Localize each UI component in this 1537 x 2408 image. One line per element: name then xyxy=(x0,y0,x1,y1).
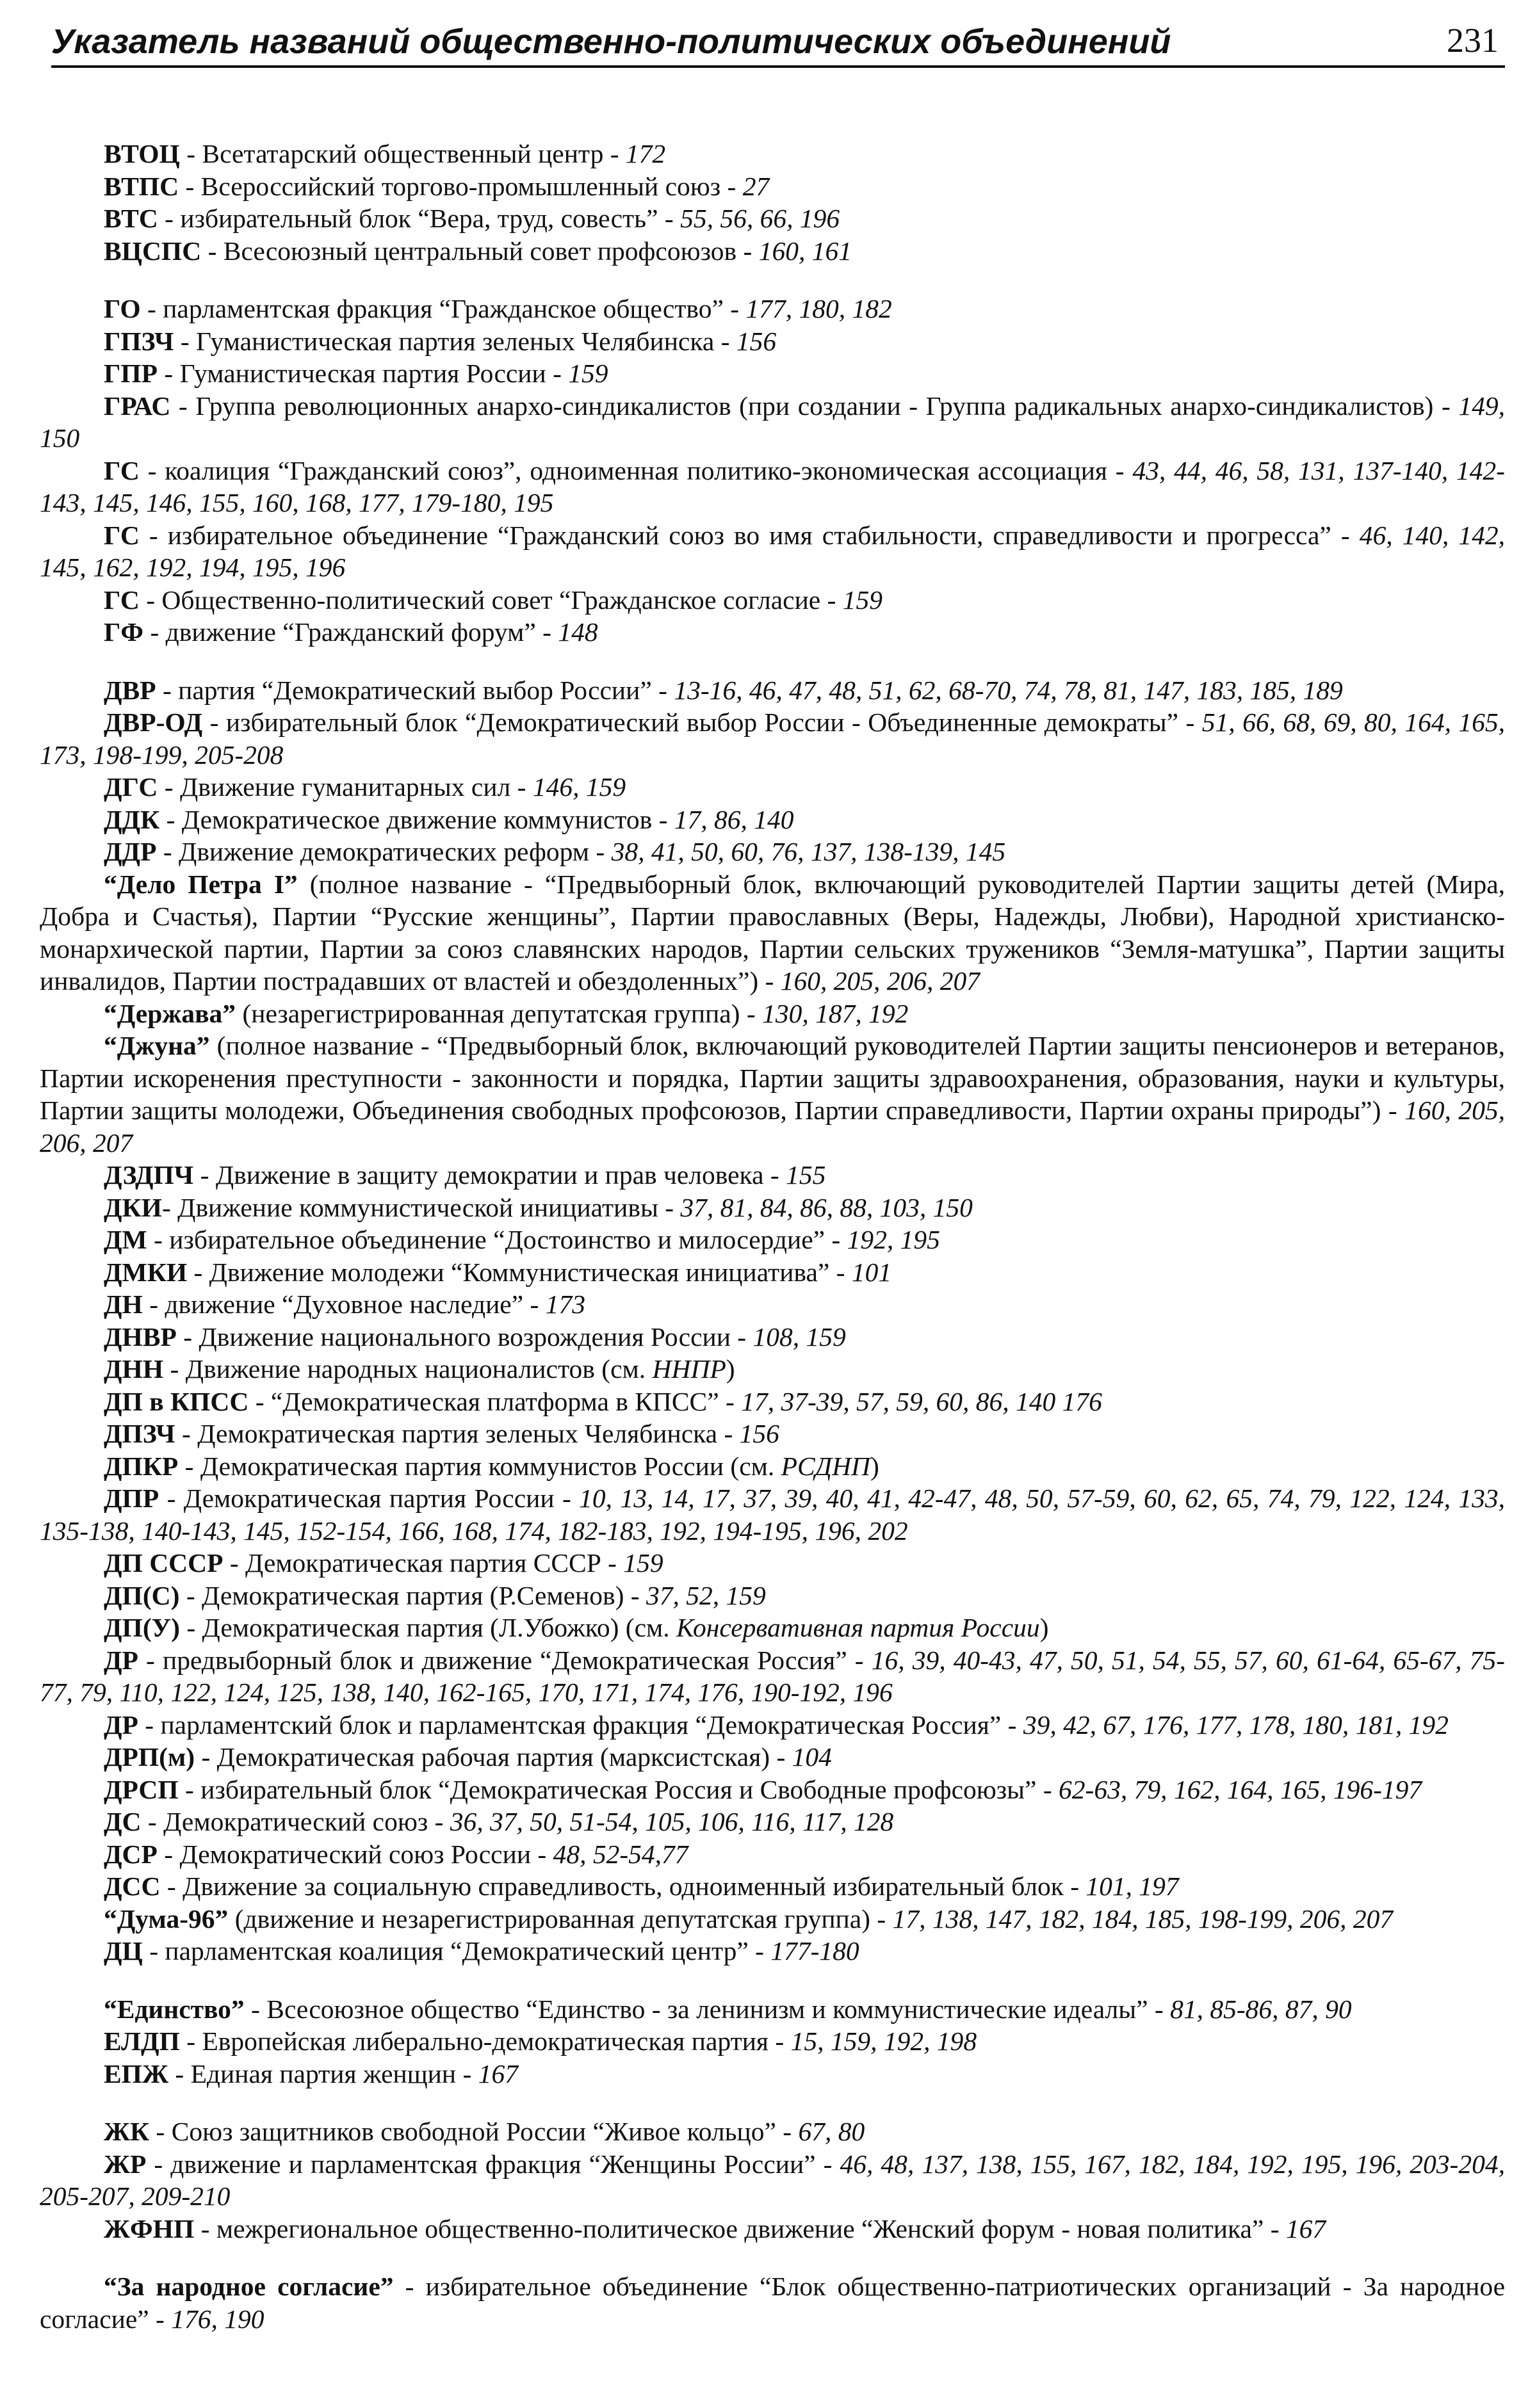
entry-page-numbers: 36, 37, 50, 51-54, 105, 106, 116, 117, 128 xyxy=(450,1807,894,1836)
entry-description: - Движение за социальную справедливость, одноименный избирательный блок - xyxy=(160,1871,1086,1901)
index-entry xyxy=(40,1774,1505,1806)
index-entry xyxy=(40,1192,1505,1224)
index-entry xyxy=(40,325,1505,358)
entry-abbreviation: ГФ xyxy=(104,617,144,647)
index-entry xyxy=(40,1353,1505,1386)
index-letter-group xyxy=(40,674,1505,1968)
entry-page-numbers: 108, 159 xyxy=(752,1321,846,1352)
entry-description: - Всесоюзный центральный совет профсоюзов - xyxy=(201,236,759,266)
entry-abbreviation: ДВР xyxy=(104,675,156,705)
entry-description: (полное название - “Предвыборный блок, включающий руководителей Партии защиты пенсионеров и ветеранов, Партии искоренения преступности - законности и порядка, Партии защиты здравоохранения, образования, науки и культуры, Партии защиты молодежи, Объединения свободных профсоюзов, Партии справедливости, Партии охраны природы”) - xyxy=(40,1031,1505,1125)
entry-abbreviation: ГПР xyxy=(104,359,158,388)
entry-abbreviation: ДС xyxy=(104,1807,142,1836)
index-letter-group xyxy=(40,138,1505,267)
entry-page-numbers: 101 xyxy=(851,1257,892,1287)
entry-page-numbers: 149, 150 xyxy=(40,391,1505,453)
index-entry xyxy=(40,170,1505,203)
entry-description: - Гуманистическая партия России - xyxy=(158,359,569,388)
index-entry xyxy=(40,1030,1505,1159)
entry-page-numbers: 43, 44, 46, 58, 131, 137-140, 142-143, 145, 146, 155, 160, 168, 177, 179-180, 195 xyxy=(40,455,1506,517)
entry-page-numbers: 156 xyxy=(736,326,777,356)
entry-abbreviation: ЖК xyxy=(104,2117,150,2146)
entry-description: - Всетатарский общественный центр - xyxy=(179,139,626,168)
entry-abbreviation: ДР xyxy=(104,1645,138,1675)
entry-description: - Единая партия женщин - xyxy=(168,2058,478,2089)
index-entry xyxy=(40,706,1505,771)
entry-description: - Демократический союз - xyxy=(141,1807,450,1836)
index-entry xyxy=(40,357,1505,390)
entry-description: - Общественно-политический совет “Гражданское согласие - xyxy=(139,585,843,615)
entry-page-numbers: 146, 159 xyxy=(532,772,626,802)
entry-page-numbers: 177-180 xyxy=(770,1936,859,1966)
entry-description: - парламентская фракция “Гражданское общество” - xyxy=(140,294,746,323)
entry-abbreviation: “Дело Петра I” xyxy=(104,869,298,899)
entry-description: - Движение гуманитарных сил - xyxy=(158,772,533,802)
index-entry xyxy=(40,455,1505,519)
entry-description: - Движение национального возрождения России - xyxy=(176,1321,753,1352)
entry-page-numbers: 27 xyxy=(742,171,770,201)
entry-page-numbers: 160, 161 xyxy=(758,236,852,266)
entry-description: - Всесоюзное общество “Единство - за ленинизм и коммунистические идеалы” - xyxy=(244,1994,1171,2024)
index-entry xyxy=(40,1993,1505,2026)
index-entry xyxy=(40,519,1505,584)
entry-description: - Демократическая партия (Р.Семенов) - xyxy=(179,1580,646,1610)
page-number: 231 xyxy=(1447,21,1499,60)
entry-description: - Демократическое движение коммунистов - xyxy=(159,804,674,834)
entry-abbreviation: ЕПЖ xyxy=(104,2058,168,2089)
entry-page-numbers: 156 xyxy=(739,1419,779,1448)
entry-page-numbers: 46, 48, 137, 138, 155, 167, 182, 184, 192, 195, 196, 203-204, 205-207, 209-210 xyxy=(40,2149,1505,2211)
index-entry xyxy=(40,1935,1505,1968)
index-entry xyxy=(40,1580,1505,1612)
entry-page-numbers: 81, 85-86, 87, 90 xyxy=(1170,1994,1352,2024)
entry-abbreviation: ДНВР xyxy=(104,1321,177,1352)
entry-page-numbers: 167 xyxy=(478,2058,518,2089)
index-entry xyxy=(40,998,1505,1030)
entry-description: - предвыборный блок и движение “Демократическая Россия” - xyxy=(138,1645,872,1675)
entry-cross-reference: РСДНП xyxy=(781,1451,871,1481)
page-header xyxy=(51,19,1505,68)
entry-abbreviation: “Единство” xyxy=(104,1994,245,2024)
index-letter-group xyxy=(40,2270,1505,2335)
entry-page-numbers: 55, 56, 66, 196 xyxy=(680,204,840,233)
entry-description: - Европейская либерально-демократическая партия - xyxy=(179,2026,791,2056)
index-entry xyxy=(40,804,1505,836)
entry-description: - движение “Гражданский форум” - xyxy=(143,617,558,647)
entry-abbreviation: ДВР-ОД xyxy=(104,707,203,737)
entry-description: - движение “Духовное наследие” - xyxy=(142,1289,546,1319)
index-entry xyxy=(40,1806,1505,1838)
entry-abbreviation: ДПКР xyxy=(104,1451,179,1481)
entry-abbreviation: ДПЗЧ xyxy=(104,1419,175,1448)
entry-abbreviation: ЕЛДП xyxy=(104,2026,180,2056)
entry-page-numbers: 17, 138, 147, 182, 184, 185, 198-199, 206, 207 xyxy=(892,1903,1394,1934)
entry-page-numbers: 159 xyxy=(842,585,883,615)
entry-abbreviation: ГО xyxy=(104,294,141,323)
index-entry xyxy=(40,1450,1505,1483)
entry-abbreviation: ДП в КПСС xyxy=(104,1386,249,1416)
entry-description: - партия “Демократический выбор России” - xyxy=(156,675,674,705)
index-entry xyxy=(40,138,1505,170)
index-entry xyxy=(40,1709,1505,1741)
entry-abbreviation: ГС xyxy=(104,520,140,550)
entry-page-numbers: 104 xyxy=(792,1742,832,1772)
entry-page-numbers: 37, 52, 159 xyxy=(646,1580,766,1610)
index-entry xyxy=(40,1547,1505,1580)
entry-page-numbers: 48, 52-54,77 xyxy=(553,1839,688,1869)
entry-abbreviation: ДЗДПЧ xyxy=(104,1160,194,1190)
index-entry xyxy=(40,1741,1505,1774)
index-entry xyxy=(40,1256,1505,1289)
entry-cross-reference: Консервативная партия России xyxy=(676,1613,1040,1642)
entry-description: - избирательный блок “Демократический выбор России - Объединенные демократы” - xyxy=(202,707,1202,737)
entry-page-numbers: 62-63, 79, 162, 164, 165, 196-197 xyxy=(1059,1774,1422,1804)
entry-page-numbers: 37, 81, 84, 86, 88, 103, 150 xyxy=(680,1192,973,1222)
entry-page-numbers: 15, 159, 192, 198 xyxy=(790,2026,977,2056)
entry-description: - парламентская коалиция “Демократический центр” - xyxy=(142,1936,771,1966)
index-entry xyxy=(40,674,1505,707)
entry-abbreviation: ДРП(м) xyxy=(104,1742,195,1772)
entry-abbreviation: ДНН xyxy=(104,1354,164,1384)
entry-abbreviation: ГРАС xyxy=(104,391,171,421)
entry-description: - Демократическая партия СССР - xyxy=(223,1548,624,1578)
entry-description: - Демократическая партия коммунистов России (см. xyxy=(178,1451,781,1481)
index-entry xyxy=(40,771,1505,804)
index-entry xyxy=(40,1321,1505,1353)
entry-page-numbers: 160, 205, 206, 207 xyxy=(40,1095,1505,1158)
index-letter-group xyxy=(40,293,1505,649)
entry-description: - Группа революционных анархо-синдикалистов (при создании - Группа радикальных анархо-синдикалистов) - xyxy=(170,391,1459,421)
entry-abbreviation: ЖФНП xyxy=(104,2213,195,2243)
entry-abbreviation: ДДК xyxy=(104,804,160,834)
entry-description: - избирательное объединение “Блок общественно-патриотических организаций - За народное согласие” - xyxy=(40,2272,1506,2334)
entry-abbreviation: ДР xyxy=(104,1709,138,1740)
entry-abbreviation: ВТОЦ xyxy=(104,139,180,168)
entry-page-numbers: 39, 42, 67, 176, 177, 178, 180, 181, 192 xyxy=(1023,1709,1449,1740)
index-entry xyxy=(40,202,1505,235)
entry-abbreviation: “Джуна” xyxy=(104,1031,210,1060)
index-entry xyxy=(40,1482,1505,1547)
entry-abbreviation: ДП(У) xyxy=(104,1613,180,1642)
entry-abbreviation: ВЦСПС xyxy=(104,236,202,266)
entry-description: (движение и незарегистрированная депутатская группа) - xyxy=(228,1903,893,1934)
index-entry xyxy=(40,1612,1505,1644)
entry-page-numbers: 167 xyxy=(1285,2213,1326,2243)
entry-description: - парламентский блок и парламентская фракция “Демократическая Россия” - xyxy=(138,1709,1023,1740)
entry-description: - избирательное объединение “Гражданский союз во имя стабильности, справедливости и прогресса” - xyxy=(139,520,1360,550)
entry-description: - избирательный блок “Вера, труд, совесть” - xyxy=(158,204,681,233)
entry-page-numbers: 130, 187, 192 xyxy=(762,998,909,1028)
entry-page-numbers: 148 xyxy=(558,617,598,647)
index-entry xyxy=(40,2213,1505,2245)
index-entry xyxy=(40,584,1505,617)
entry-abbreviation: ДРСП xyxy=(104,1774,179,1804)
index-list xyxy=(40,138,1505,2361)
index-entry xyxy=(40,1159,1505,1192)
index-entry xyxy=(40,616,1505,649)
entry-description: - Движение демократических реформ - xyxy=(156,837,612,866)
index-entry xyxy=(40,1644,1505,1709)
entry-abbreviation: “Держава” xyxy=(104,998,236,1028)
entry-description: - избирательное объединение “Достоинство и милосердие” - xyxy=(147,1225,847,1254)
entry-abbreviation: ДМКИ xyxy=(104,1257,188,1287)
entry-description: - Демократический союз России - xyxy=(157,1839,553,1869)
index-entry xyxy=(40,1224,1505,1256)
index-entry xyxy=(40,1838,1505,1871)
entry-page-numbers: 160, 205, 206, 207 xyxy=(780,966,980,996)
entry-description: - Союз защитников свободной России “Живое кольцо” - xyxy=(149,2117,799,2146)
entry-abbreviation: ДДР xyxy=(104,837,157,866)
index-entry xyxy=(40,2148,1505,2213)
entry-page-numbers: 38, 41, 50, 60, 76, 137, 138-139, 145 xyxy=(611,837,1006,866)
index-letter-group xyxy=(40,2115,1505,2245)
entry-description: - Движение в защиту демократии и прав человека - xyxy=(193,1160,786,1190)
entry-abbreviation: ДП(С) xyxy=(104,1580,180,1610)
entry-page-numbers: 17, 37-39, 57, 59, 60, 86, 140 176 xyxy=(741,1386,1102,1416)
entry-description: - Гуманистическая партия зеленых Челябинска - xyxy=(174,326,736,356)
index-entry xyxy=(40,2115,1505,2148)
entry-abbreviation: “За народное согласие” xyxy=(104,2272,394,2301)
index-entry xyxy=(40,1386,1505,1418)
entry-description: - движение и парламентская фракция “Женщины России” - xyxy=(146,2149,840,2179)
entry-abbreviation: “Дума-96” xyxy=(104,1903,229,1934)
entry-page-numbers: 159 xyxy=(623,1548,663,1578)
entry-page-numbers: 13-16, 46, 47, 48, 51, 62, 68-70, 74, 78, 81, 147, 183, 185, 189 xyxy=(674,675,1343,705)
entry-page-numbers: 46, 140, 142, 145, 162, 192, 194, 195, 196 xyxy=(40,520,1505,582)
entry-description: - Демократическая партия (Л.Убожко) (см. xyxy=(179,1613,677,1642)
index-entry xyxy=(40,1288,1505,1321)
entry-description: - избирательный блок “Демократическая Россия и Свободные профсоюзы” - xyxy=(178,1774,1059,1804)
entry-abbreviation: ДН xyxy=(104,1289,143,1319)
entry-page-numbers: 67, 80 xyxy=(798,2117,865,2146)
entry-description: - Демократическая партия зеленых Челябинска - xyxy=(175,1419,740,1448)
entry-description: - Всероссийский торгово-промышленный союз - xyxy=(179,171,743,201)
page-title: Указатель названий общественно-политических объединений xyxy=(51,22,1171,61)
entry-abbreviation: ДП СССР xyxy=(104,1548,224,1578)
entry-page-numbers: 155 xyxy=(786,1160,826,1190)
entry-description: - “Демократическая платформа в КПСС” - xyxy=(248,1386,742,1416)
entry-description: - коалиция “Гражданский союз”, одноименная политико-экономическая ассоциация - xyxy=(139,455,1133,485)
entry-abbreviation: ВТПС xyxy=(104,171,179,201)
entry-page-numbers: 159 xyxy=(568,359,608,388)
entry-abbreviation: ДСР xyxy=(104,1839,158,1869)
entry-abbreviation: ДПР xyxy=(104,1483,159,1513)
index-entry xyxy=(40,2058,1505,2090)
entry-abbreviation: ВТС xyxy=(104,204,158,233)
index-entry xyxy=(40,2270,1505,2335)
entry-description: - Движение народных националистов (см. xyxy=(163,1354,653,1384)
entry-abbreviation: ДГС xyxy=(104,772,158,802)
entry-page-numbers: 172 xyxy=(625,139,666,168)
index-entry xyxy=(40,868,1505,998)
entry-abbreviation: ГС xyxy=(104,585,140,615)
entry-description: - Движение коммунистической инициативы - xyxy=(161,1192,681,1222)
entry-page-numbers: 173 xyxy=(545,1289,585,1319)
entry-page-numbers: 176, 190 xyxy=(171,2304,264,2334)
entry-description: (полное название - “Предвыборный блок, включающий руководителей Партии защиты детей (Мира, Добра и Счастья), Партии “Русские женщины”, Партии православных (Веры, Надежды, Любви), Народной христианско-монархической партии, Партии за союз славянских народов, Партии сельских тружеников “Земля-матушка”, Партии защиты инвалидов, Партии пострадавших от властей и обездоленных”) - xyxy=(40,869,1505,996)
entry-page-numbers: 51, 66, 68, 69, 80, 164, 165, 173, 198-199, 205-208 xyxy=(40,707,1506,770)
entry-description: (незарегистрированная депутатская группа) - xyxy=(236,998,763,1028)
index-entry xyxy=(40,2025,1505,2058)
entry-cross-reference: ННПР xyxy=(652,1354,726,1384)
entry-description: - межрегиональное общественно-политическое движение “Женский форум - новая политика” - xyxy=(194,2213,1286,2243)
entry-page-numbers: 177, 180, 182 xyxy=(745,294,892,323)
index-entry xyxy=(40,836,1505,868)
entry-description: - Движение молодежи “Коммунистическая инициатива” - xyxy=(187,1257,852,1287)
entry-page-numbers: 192, 195 xyxy=(847,1225,940,1254)
entry-description: - Демократическая партия России - xyxy=(159,1483,580,1513)
entry-description: - Демократическая рабочая партия (марксистская) - xyxy=(195,1742,792,1772)
index-entry xyxy=(40,1418,1505,1450)
entry-abbreviation: ДЦ xyxy=(104,1936,143,1966)
entry-abbreviation: ДКИ xyxy=(104,1192,162,1222)
entry-abbreviation: ГПЗЧ xyxy=(104,326,174,356)
entry-abbreviation: ДСС xyxy=(104,1871,161,1901)
entry-tail: ) xyxy=(870,1451,879,1481)
index-letter-group xyxy=(40,1993,1505,2090)
entry-page-numbers: 10, 13, 14, 17, 37, 39, 40, 41, 42-47, 48, 50, 57-59, 60, 62, 65, 74, 79, 122, 124, 133, 135-138, 140-143, 145, 152-154, 166, 168, 174, 182-183, 192, 194-195, 196, 202 xyxy=(40,1483,1505,1546)
entry-abbreviation: ЖР xyxy=(104,2149,147,2179)
index-entry xyxy=(40,293,1505,325)
index-entry xyxy=(40,1903,1505,1935)
index-entry xyxy=(40,390,1505,455)
entry-abbreviation: ГС xyxy=(104,455,140,485)
entry-tail: ) xyxy=(726,1354,735,1384)
entry-page-numbers: 16, 39, 40-43, 47, 50, 51, 54, 55, 57, 60, 61-64, 65-67, 75-77, 79, 110, 122, 124, 125, 138, 140, 162-165, 170, 171, 174, 176, 190-192, 196 xyxy=(40,1645,1505,1707)
entry-tail: ) xyxy=(1039,1613,1049,1642)
index-entry xyxy=(40,235,1505,268)
entry-page-numbers: 101, 197 xyxy=(1086,1871,1179,1901)
index-entry xyxy=(40,1870,1505,1903)
entry-page-numbers: 17, 86, 140 xyxy=(674,804,794,834)
entry-abbreviation: ДМ xyxy=(104,1225,147,1254)
